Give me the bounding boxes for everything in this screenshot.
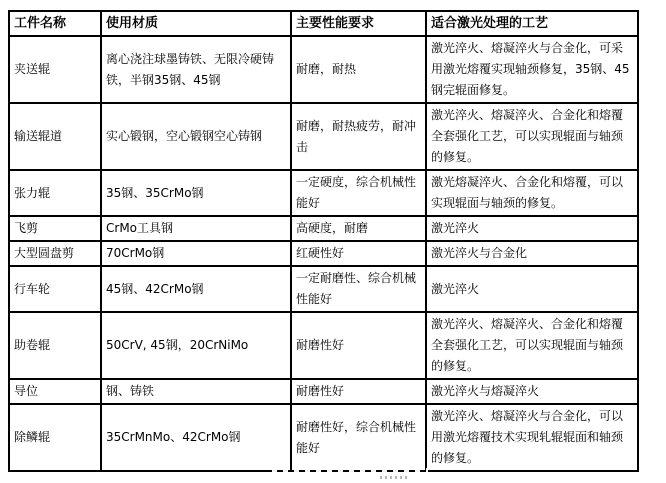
cell-workpiece: 行车轮	[9, 266, 101, 312]
table-row	[9, 170, 638, 216]
table-row	[9, 266, 638, 312]
cell-process: 激光淬火与合金化	[426, 241, 638, 266]
cell-process: 激光淬火、熔凝淬火、合金化和熔覆全套强化工艺，可以实现辊面与轴颈的修复。	[426, 103, 638, 170]
cell-workpiece: 夹送辊	[9, 36, 101, 103]
cell-performance: 耐磨性好	[291, 379, 426, 404]
cell-performance: 耐磨，耐热	[291, 36, 426, 103]
cell-material: 钢、铸铁	[101, 379, 291, 404]
cell-workpiece: 大型圆盘剪	[9, 241, 101, 266]
cell-process: 激光熔凝淬火、合金化和熔覆，可以实现辊面与轴颈的修复。	[426, 170, 638, 216]
cell-process: 激光淬火与熔凝淬火	[426, 379, 638, 404]
cell-performance: 耐磨性好	[291, 312, 426, 379]
cell-material: 35CrMnMo、42CrMo钢	[101, 404, 291, 471]
cell-performance: 耐磨，耐热疲劳，耐冲击	[291, 103, 426, 170]
column-header-performance: 主要性能要求	[291, 11, 426, 36]
cell-performance: 一定耐磨性、综合机械性能好	[291, 266, 426, 312]
cell-process: 激光淬火、熔凝淬火与合金化，可采用激光熔覆实现轴颈修复，35钢、45钢完辊面修复。	[426, 36, 638, 103]
table-row	[9, 216, 638, 241]
cell-workpiece: 除鳞辊	[9, 404, 101, 471]
cell-material: 50CrV, 45钢，20CrNiMo	[101, 312, 291, 379]
cell-material: CrMo工具钢	[101, 216, 291, 241]
table-row	[9, 103, 638, 170]
table-row	[9, 312, 638, 379]
table-row	[9, 241, 638, 266]
cell-workpiece: 输送辊道	[9, 103, 101, 170]
cell-process: 激光淬火	[426, 216, 638, 241]
cell-performance: 一定硬度，综合机械性能好	[291, 170, 426, 216]
cell-performance: 高硬度，耐磨	[291, 216, 426, 241]
table-row	[9, 379, 638, 404]
column-header-process: 适合激光处理的工艺	[426, 11, 638, 36]
cell-material: 离心浇注球墨铸铁、无限冷硬铸铁，半钢35钢、45钢	[101, 36, 291, 103]
cell-performance: 红硬性好	[291, 241, 426, 266]
cell-material: 70CrMo钢	[101, 241, 291, 266]
watermark-remnant	[380, 476, 408, 479]
cell-process: 激光淬火、熔凝淬火、合金化和熔覆全套强化工艺，可以实现辊面与轴颈的修复。	[426, 312, 638, 379]
column-header-workpiece: 工件名称	[9, 11, 101, 36]
table-row	[9, 404, 638, 471]
cell-material: 45钢、42CrMo钢	[101, 266, 291, 312]
cell-process: 激光淬火	[426, 266, 638, 312]
laser-processing-spec-table	[8, 10, 639, 472]
cell-workpiece: 助卷辊	[9, 312, 101, 379]
cell-process: 激光淬火、熔凝淬火与合金化，可以用激光熔覆技术实现轧辊辊面和轴颈的修复。	[426, 404, 638, 471]
table-header-row	[9, 11, 638, 36]
cell-workpiece: 导位	[9, 379, 101, 404]
cell-material: 实心锻钢，空心锻钢空心铸钢	[101, 103, 291, 170]
cell-material: 35钢、35CrMo钢	[101, 170, 291, 216]
column-header-material: 使用材质	[101, 11, 291, 36]
cell-workpiece: 飞剪	[9, 216, 101, 241]
table-row	[9, 36, 638, 103]
cell-performance: 耐磨性好，综合机械性能好	[291, 404, 426, 471]
cell-workpiece: 张力辊	[9, 170, 101, 216]
